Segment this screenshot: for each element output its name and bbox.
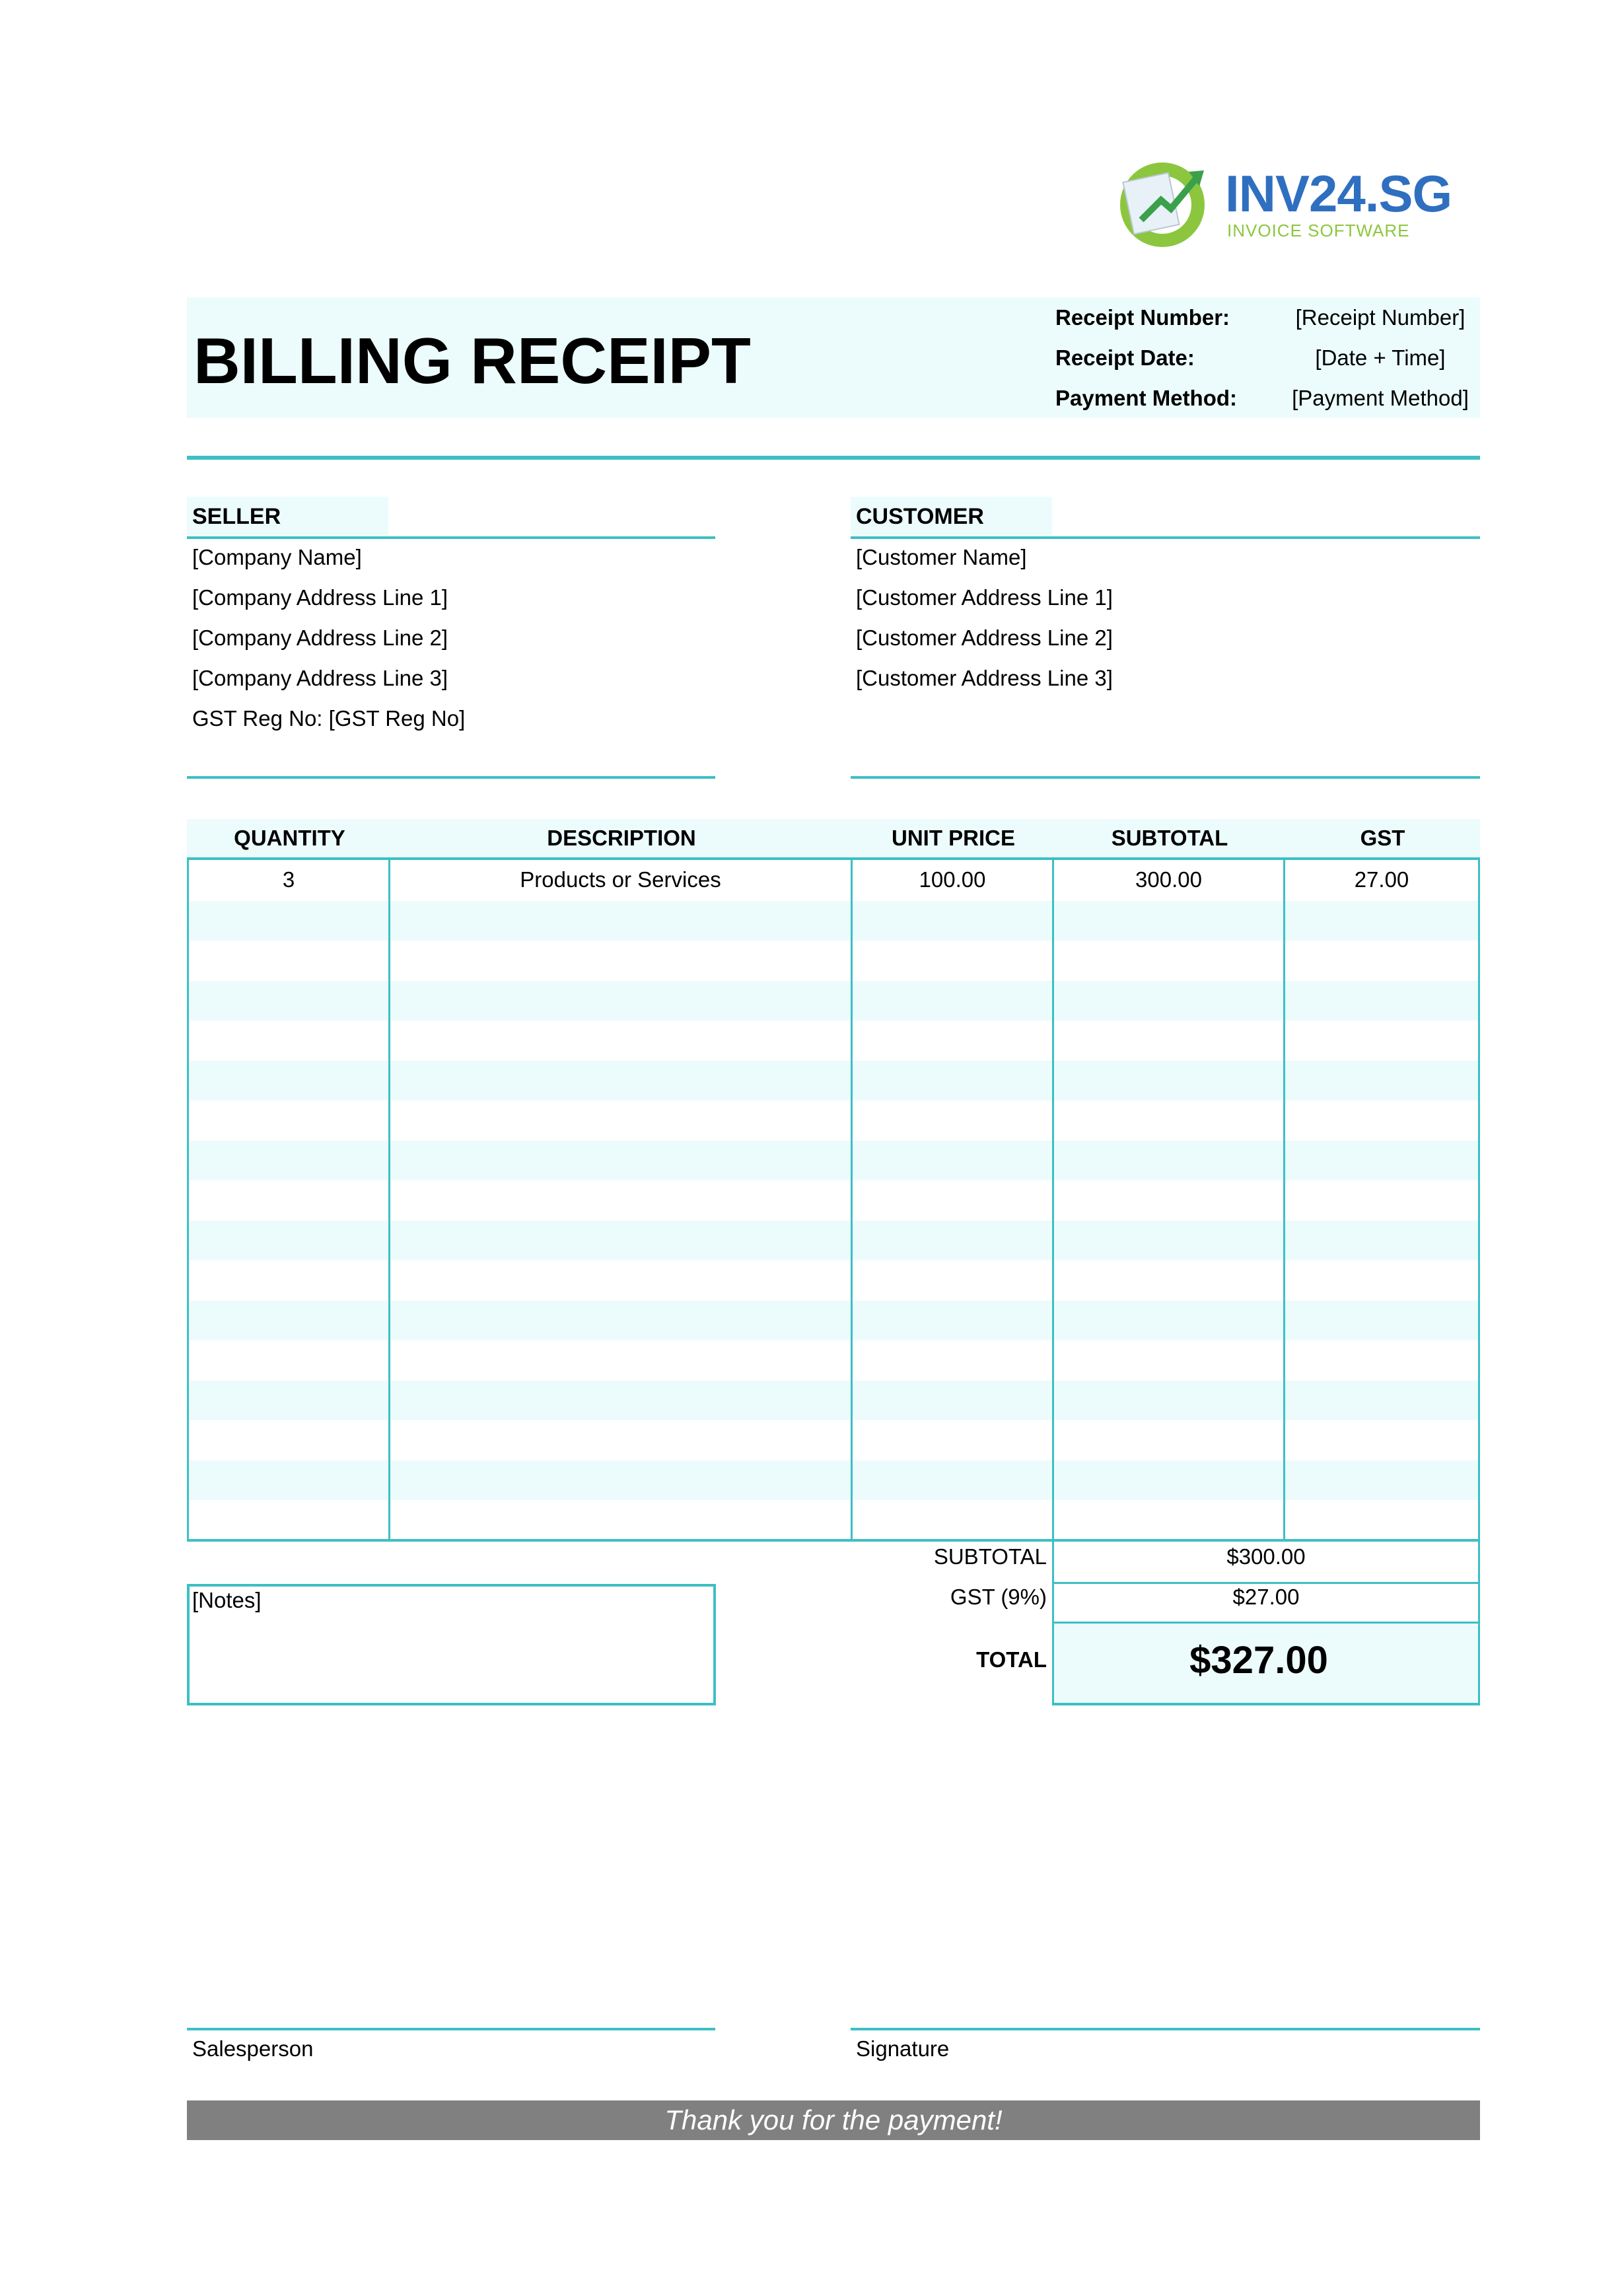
receipt-date-label: Receipt Date: <box>1055 345 1195 370</box>
col-header-quantity: QUANTITY <box>234 826 345 850</box>
seller-bottom-line <box>187 776 715 779</box>
row-stripe <box>189 1221 1479 1260</box>
row-stripe <box>189 1380 1479 1420</box>
receipt-number-label: Receipt Number: <box>1055 305 1230 330</box>
total-label: TOTAL <box>976 1647 1047 1672</box>
col-header-subtotal: SUBTOTAL <box>1111 826 1228 850</box>
receipt-number-value: [Receipt Number] <box>1295 305 1465 330</box>
header-divider <box>187 456 1480 460</box>
seller-address-2: [Company Address Line 2] <box>192 626 448 650</box>
seller-gst-reg: GST Reg No: [GST Reg No] <box>192 706 466 731</box>
total-value: $327.00 <box>1189 1639 1328 1682</box>
salesperson-line <box>187 2028 715 2030</box>
signature-line <box>851 2028 1480 2030</box>
customer-address-3: [Customer Address Line 3] <box>856 666 1113 690</box>
table-cell-description: Products or Services <box>520 867 721 892</box>
row-stripe <box>189 1301 1479 1340</box>
notes-box[interactable] <box>187 1584 716 1705</box>
row-stripe <box>189 981 1479 1021</box>
receipt-date-value: [Date + Time] <box>1315 345 1446 370</box>
gst-value: $27.00 <box>1232 1585 1300 1609</box>
footer-message: Thank you for the payment! <box>664 2104 1003 2135</box>
customer-address-1: [Customer Address Line 1] <box>856 585 1113 610</box>
logo-tagline: INVOICE SOFTWARE <box>1227 221 1410 240</box>
col-header-description: DESCRIPTION <box>547 826 696 850</box>
logo-icon <box>1115 157 1220 250</box>
table-border-left <box>187 857 189 1542</box>
customer-label: CUSTOMER <box>856 504 984 529</box>
seller-address-3: [Company Address Line 3] <box>192 666 448 690</box>
table-col-divider <box>388 857 390 1542</box>
table-cell-subtotal: 300.00 <box>1135 867 1202 892</box>
row-stripe <box>189 1460 1479 1500</box>
customer-label-underline <box>851 536 1480 539</box>
notes-placeholder: [Notes] <box>192 1588 262 1612</box>
table-col-divider <box>1283 857 1285 1542</box>
payment-method-label: Payment Method: <box>1055 386 1238 410</box>
seller-label-underline <box>187 536 715 539</box>
page-title: BILLING RECEIPT <box>194 324 751 397</box>
logo-name: INV24.SG <box>1225 164 1452 223</box>
table-border-right <box>1478 857 1480 1542</box>
salesperson-label: Salesperson <box>192 2036 314 2061</box>
customer-name: [Customer Name] <box>856 545 1027 569</box>
subtotal-label: SUBTOTAL <box>933 1544 1047 1569</box>
subtotal-value: $300.00 <box>1226 1544 1306 1569</box>
table-col-divider <box>1052 857 1054 1542</box>
customer-address-2: [Customer Address Line 2] <box>856 626 1113 650</box>
seller-label: SELLER <box>192 504 281 529</box>
table-cell-unit-price: 100.00 <box>919 867 986 892</box>
payment-method-value: [Payment Method] <box>1292 386 1469 410</box>
table-col-divider <box>851 857 853 1542</box>
customer-bottom-line <box>851 776 1480 779</box>
row-stripe <box>189 1141 1479 1180</box>
table-cell-quantity: 3 <box>282 867 295 892</box>
row-stripe <box>189 901 1479 941</box>
col-header-gst: GST <box>1360 826 1405 850</box>
gst-label: GST (9%) <box>950 1585 1047 1609</box>
seller-company-name: [Company Name] <box>192 545 362 569</box>
row-stripe <box>189 1061 1479 1100</box>
col-header-unit-price: UNIT PRICE <box>891 826 1015 850</box>
seller-address-1: [Company Address Line 1] <box>192 585 448 610</box>
table-cell-gst: 27.00 <box>1354 867 1409 892</box>
signature-label: Signature <box>856 2036 950 2061</box>
